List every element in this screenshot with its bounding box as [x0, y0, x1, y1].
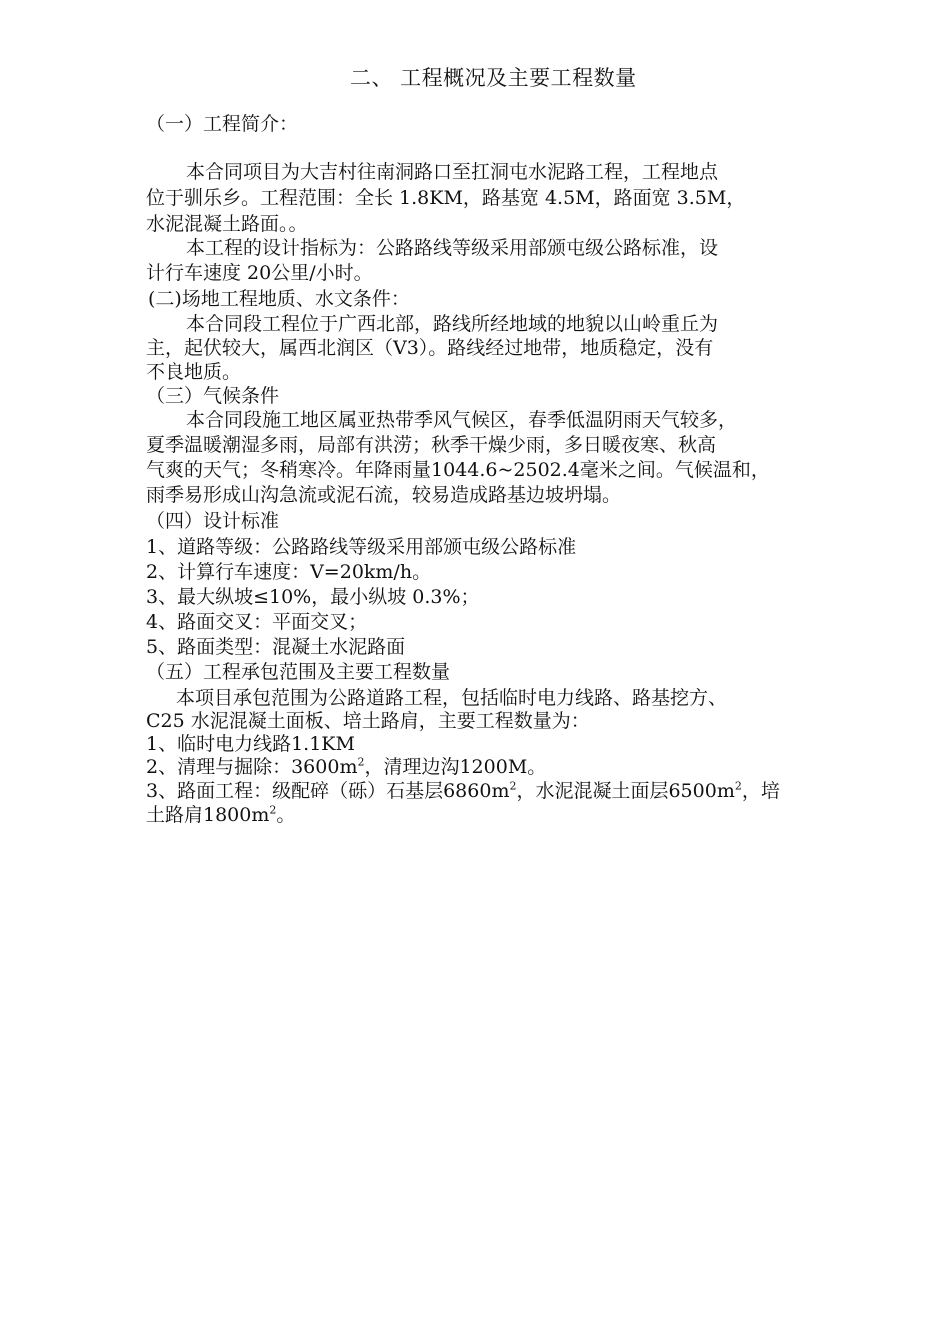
superscript: 2	[509, 779, 517, 793]
paragraph-line: 气爽的天气；冬稍寒冷。年降雨量1044.6~2502.4毫米之间。气候温和，	[146, 459, 770, 481]
list-item	[146, 755, 546, 779]
list-item-text: ，清理边沟1200M。	[364, 756, 547, 778]
paragraph-line: 本合同段施工地区属亚热带季风气候区，春季低温阴雨天气较多，	[186, 409, 738, 431]
superscript: 2	[269, 803, 277, 817]
section-heading-4: （四）设计标准	[146, 510, 280, 532]
paragraph-line: 本工程的设计指标为：公路路线等级采用部颁屯级公路标准，设	[186, 237, 719, 259]
paragraph-line: 夏季温暖潮湿多雨，局部有洪涝；秋季干燥少雨，多日暖夜寒、秋高	[146, 434, 717, 456]
paragraph-line: 水泥混凝土路面。。	[146, 213, 308, 235]
list-item-text: 。	[276, 804, 296, 826]
section-heading-1: （一）工程简介：	[146, 113, 299, 135]
list-item-text: ，水泥混凝土面层6500m	[516, 780, 735, 802]
page-title: 二、 工程概况及主要工程数量	[350, 66, 637, 90]
paragraph-line: 本项目承包范围为公路道路工程，包括临时电力线路、路基挖方、	[176, 687, 728, 709]
paragraph-line: 雨季易形成山沟急流或泥石流，较易造成路基边坡坍塌。	[146, 484, 622, 506]
list-item	[146, 779, 780, 803]
list-item-text: 3、路面工程：级配碎（砾）石基层6860m	[146, 780, 510, 802]
paragraph-line: C25 水泥混凝土面板、培土路肩，主要工程数量为：	[146, 710, 590, 732]
superscript: 2	[734, 779, 742, 793]
section-heading-5: （五）工程承包范围及主要工程数量	[146, 661, 451, 683]
list-item: 4、路面交叉：平面交叉；	[146, 611, 368, 633]
paragraph-line: 计行车速度 20公里/小时。	[146, 262, 373, 284]
paragraph-line: 本合同段工程位于广西北部，路线所经地域的地貌以山岭重丘为	[186, 313, 719, 335]
section-heading-2: (二)场地工程地质、水文条件：	[148, 288, 410, 310]
list-item: 1、临时电力线路1.1KM	[146, 733, 355, 755]
list-item: 5、路面类型：混凝土水泥路面	[146, 636, 406, 658]
paragraph-line: 主，起伏较大，属西北润区（V3）。路线经过地带，地质稳定，没有	[146, 337, 714, 359]
list-item-continuation	[146, 803, 295, 827]
list-item-text: 土路肩1800m	[146, 804, 270, 826]
list-item: 3、最大纵坡≤10%，最小纵坡 0.3%；	[146, 586, 480, 608]
paragraph-line: 本合同项目为大吉村往南洞路口至扛洞屯水泥路工程，工程地点	[186, 161, 719, 183]
list-item-text: 2、清理与掘除：3600m	[146, 756, 358, 778]
superscript: 2	[357, 755, 365, 769]
list-item: 2、计算行车速度：V=20km/h。	[146, 561, 432, 583]
list-item: 1、道路等级：公路路线等级采用部颁屯级公路标准	[146, 536, 577, 558]
paragraph-line: 位于驯乐乡。工程范围：全长 1.8KM，路基宽 4.5M，路面宽 3.5M，	[146, 187, 746, 209]
section-heading-3: （三）气候条件	[146, 385, 280, 407]
list-item-text: ，培	[741, 780, 780, 802]
paragraph-line: 不良地质。	[146, 361, 242, 383]
